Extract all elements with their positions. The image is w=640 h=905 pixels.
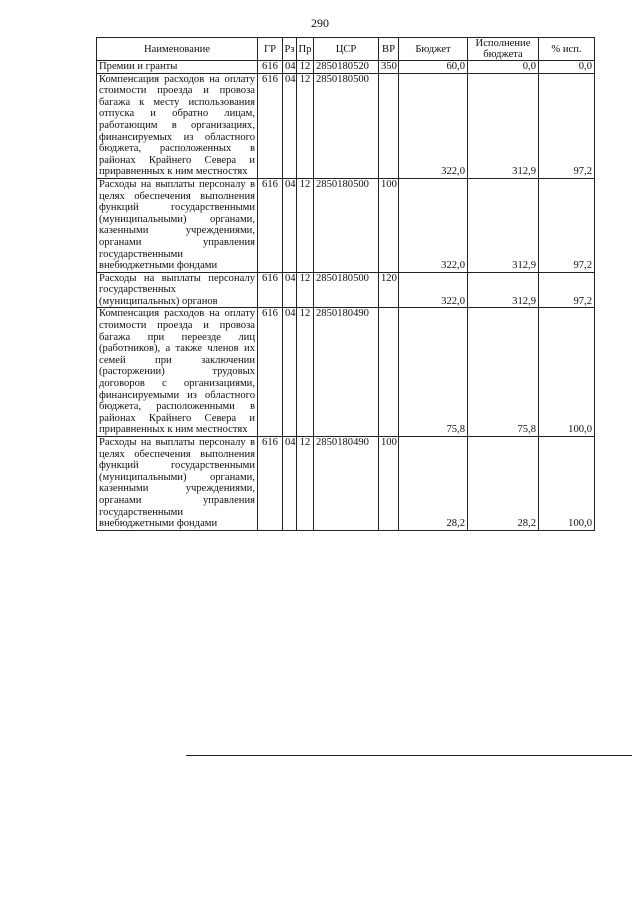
row-pr: 12 — [297, 437, 314, 531]
row-vr: 100 — [379, 178, 399, 272]
table-header-row — [97, 38, 595, 61]
row-execution: 312,9 — [468, 272, 539, 308]
header-vr: ВР — [379, 38, 399, 61]
row-name: Расходы на выплаты персоналу государственных (муниципальных) органов — [97, 272, 258, 308]
row-percent: 97,2 — [539, 272, 595, 308]
row-pr: 12 — [297, 178, 314, 272]
table-row — [97, 61, 595, 74]
table-row — [97, 73, 595, 178]
row-csr: 2850180490 — [314, 437, 379, 531]
row-pr: 12 — [297, 308, 314, 437]
row-csr: 2850180520 — [314, 61, 379, 74]
row-percent: 97,2 — [539, 73, 595, 178]
row-gr: 616 — [258, 178, 283, 272]
row-vr — [379, 308, 399, 437]
row-execution: 75,8 — [468, 308, 539, 437]
row-rz: 04 — [283, 272, 297, 308]
row-budget: 322,0 — [399, 73, 468, 178]
row-pr: 12 — [297, 272, 314, 308]
table-row — [97, 178, 595, 272]
row-budget: 28,2 — [399, 437, 468, 531]
header-name: Наименование — [97, 38, 258, 61]
row-execution: 312,9 — [468, 73, 539, 178]
row-budget: 322,0 — [399, 178, 468, 272]
budget-execution-table — [96, 37, 595, 531]
row-budget: 60,0 — [399, 61, 468, 74]
header-percent: % исп. — [539, 38, 595, 61]
row-name: Расходы на выплаты персоналу в целях обеспечения выполнения функций государственными (муниципальными) органами, казенными учреждениями, органами управления государственными внебюджетными фондами — [97, 178, 258, 272]
row-execution: 28,2 — [468, 437, 539, 531]
row-percent: 100,0 — [539, 437, 595, 531]
row-rz: 04 — [283, 178, 297, 272]
row-budget: 75,8 — [399, 308, 468, 437]
row-gr: 616 — [258, 73, 283, 178]
row-vr — [379, 73, 399, 178]
row-rz: 04 — [283, 73, 297, 178]
row-vr: 350 — [379, 61, 399, 74]
page-number: 290 — [311, 16, 329, 30]
header-pr: Пр — [297, 38, 314, 61]
row-gr: 616 — [258, 437, 283, 531]
row-name: Премии и гранты — [97, 61, 258, 74]
row-percent: 97,2 — [539, 178, 595, 272]
row-percent: 100,0 — [539, 308, 595, 437]
row-budget: 322,0 — [399, 272, 468, 308]
row-gr: 616 — [258, 308, 283, 437]
row-vr: 100 — [379, 437, 399, 531]
row-name: Компенсация расходов на оплату стоимости проезда и провоза багажа к месту использования отпуска и обратно лицам, работающим в организациях, финансируемых из областного бюджета, расположенных в районах Крайнего Севера и приравненных к ним местностях — [97, 73, 258, 178]
row-name: Расходы на выплаты персоналу в целях обеспечения выполнения функций государственными (муниципальными) органами, казенными учреждениями, органами управления государственными внебюджетными фондами — [97, 437, 258, 531]
header-execution: Исполнение бюджета — [468, 38, 539, 61]
row-vr: 120 — [379, 272, 399, 308]
header-csr: ЦСР — [314, 38, 379, 61]
row-pr: 12 — [297, 73, 314, 178]
row-execution: 0,0 — [468, 61, 539, 74]
row-gr: 616 — [258, 61, 283, 74]
row-execution: 312,9 — [468, 178, 539, 272]
footer-divider — [186, 755, 632, 756]
table-row — [97, 437, 595, 531]
row-pr: 12 — [297, 61, 314, 74]
row-gr: 616 — [258, 272, 283, 308]
row-csr: 2850180490 — [314, 308, 379, 437]
row-rz: 04 — [283, 61, 297, 74]
row-csr: 2850180500 — [314, 178, 379, 272]
row-percent: 0,0 — [539, 61, 595, 74]
row-rz: 04 — [283, 308, 297, 437]
row-rz: 04 — [283, 437, 297, 531]
row-name: Компенсация расходов на оплату стоимости проезда и провоза багажа при переезде лиц (работников), а также членов их семей при заключении (расторжении) трудовых договоров с организациями, финансируемыми из областного бюджета, расположенными в районах Крайнего Севера и приравненных к ним местностях — [97, 308, 258, 437]
table-row — [97, 272, 595, 308]
row-csr: 2850180500 — [314, 73, 379, 178]
header-gr: ГР — [258, 38, 283, 61]
header-budget: Бюджет — [399, 38, 468, 61]
header-rz: Рз — [283, 38, 297, 61]
table-row — [97, 308, 595, 437]
row-csr: 2850180500 — [314, 272, 379, 308]
